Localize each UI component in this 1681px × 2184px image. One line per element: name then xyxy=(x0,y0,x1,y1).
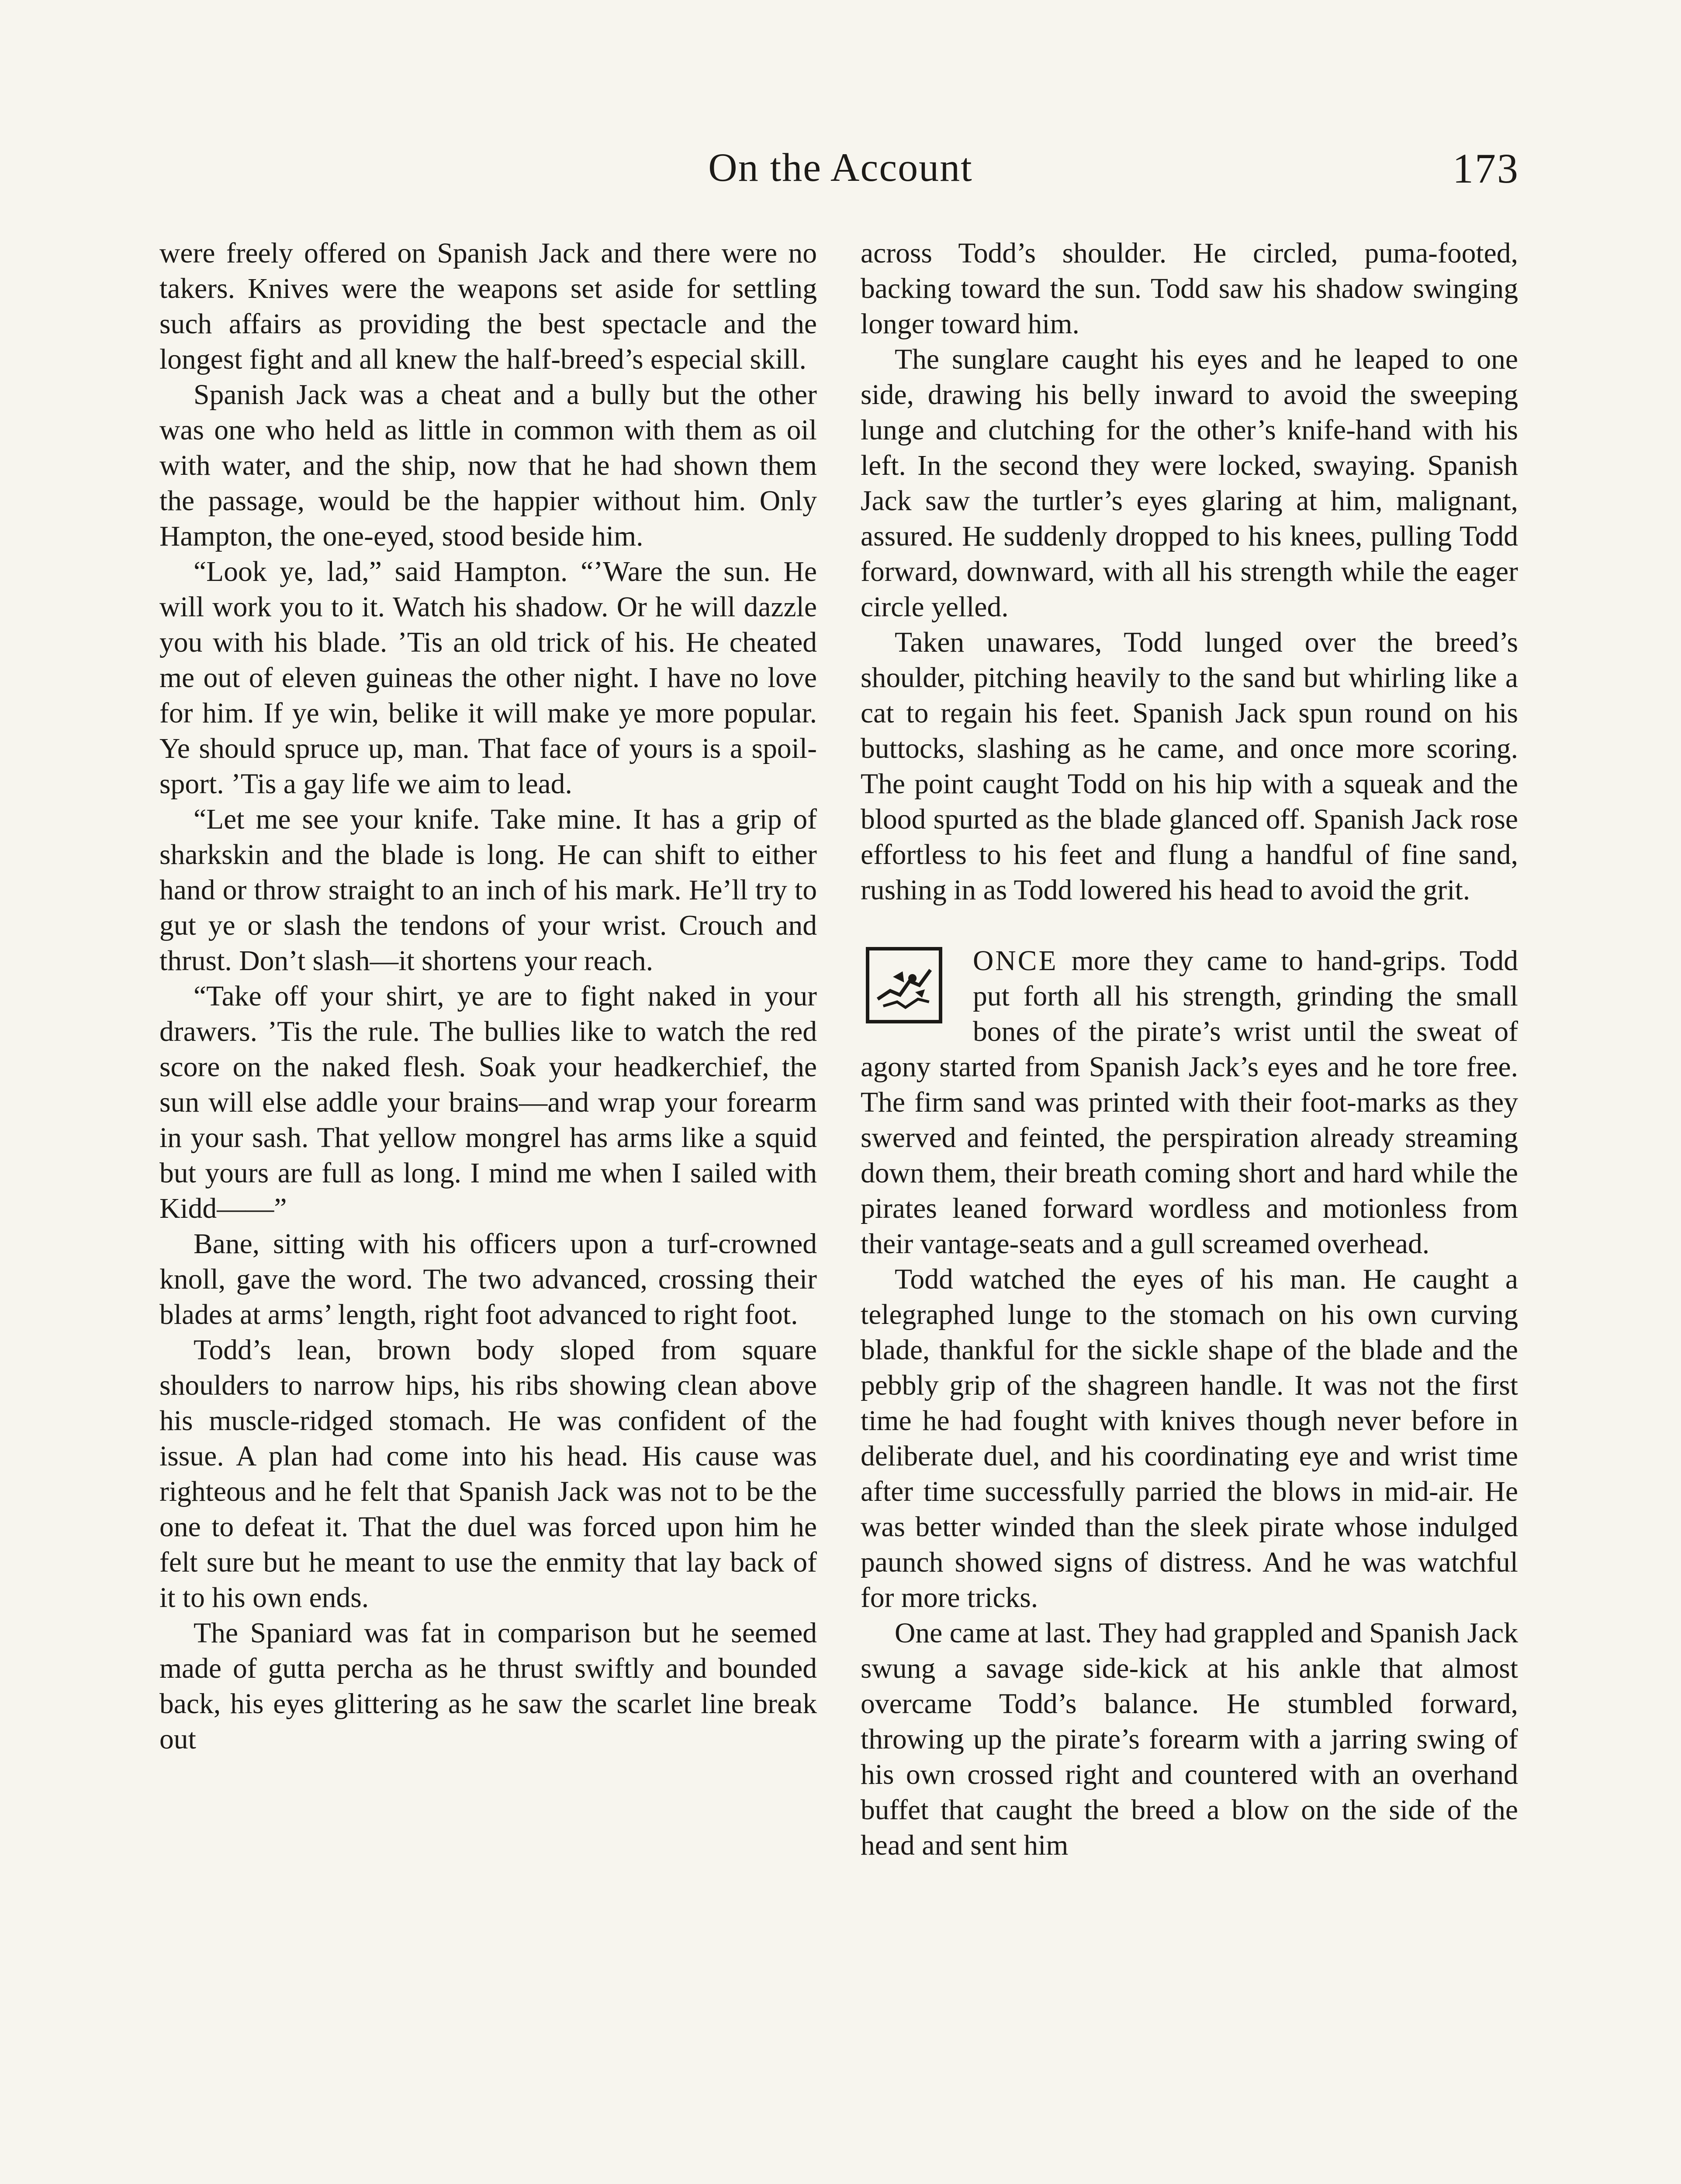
page-number: 173 xyxy=(1453,145,1519,192)
paragraph: One came at last. They had grappled and Spanish Jack swung a savage side-kick at his ankle that almost overcame Todd’s balance. He stumbled forward, throwing up the pirate’s forearm with a jarring swing of his own crossed right and countered with an overhand buffet that caught the breed a blow on the side of the head and sent him xyxy=(861,1617,1518,1861)
section-first-paragraph-text: more they came to hand-grips. Todd put forth all his strength, grinding the small bones of the pirate’s wrist until the sweat of agony started from Spanish Jack’s eyes and he tore free. The firm sand was printed with their foot-marks as they swerved and feinted, the perspiration already streaming down them, their breath coming short and hard while the pirates leaned forward wordless and motionless from their vantage-seats and a gull screamed overhead. xyxy=(861,945,1518,1260)
paragraph: “Let me see your knife. Take mine. It has a grip of sharkskin and the blade is long. He can shift to either hand or throw straight to an inch of his mark. He’ll try to gut ye or slash the tendons of your wrist. Crouch and thrust. Don’t slash—it shortens your reach. xyxy=(159,804,817,977)
paragraph: The Spaniard was fat in comparison but he seemed made of gutta percha as he thrust swiftly and bounded back, his eyes glittering as he saw the scarlet line break out xyxy=(159,1617,817,1755)
ornament-drawing xyxy=(869,950,939,1020)
paragraph: Spanish Jack was a cheat and a bully but the other was one who held as little in common with them as oil with water, and the ship, now that he had shown them the passage, would be the happier without him. Only Hampton, the one-eyed, stood beside him. xyxy=(159,379,817,552)
running-head xyxy=(0,144,1681,210)
section-opening-paragraph xyxy=(861,943,1518,1262)
paragraph: Taken unawares, Todd lunged over the breed’s shoulder, pitching heavily to the sand but whirling like a cat to regain his feet. Spanish Jack spun round on his buttocks, slashing as he came, and once more scoring. The point caught Todd on his hip with a squeak and the blood spurted as the blade glanced off. Spanish Jack rose effortless to his feet and flung a handful of fine sand, rushing in as Todd lowered his head to avoid the grit. xyxy=(861,627,1518,906)
paragraph: across Todd’s shoulder. He circled, puma-footed, backing toward the sun. Todd saw his shadow swinging longer toward him. xyxy=(861,238,1518,340)
paragraph: “Look ye, lad,” said Hampton. “’Ware the sun. He will work you to it. Watch his shadow. Or he will dazzle you with his blade. ’Tis an old trick of his. He cheated me out of eleven guineas the other night. I have no love for him. If ye win, belike it will make ye more popular. Ye should spruce up, man. That face of yours is a spoil-sport. ’Tis a gay life we aim to lead. xyxy=(159,556,817,800)
left-column xyxy=(159,236,817,1757)
running-title: On the Account xyxy=(708,145,973,190)
paragraph: The sunglare caught his eyes and he leaped to one side, drawing his belly inward to avoid the sweeping lunge and clutching for the other’s knife-hand with his left. In the second they were locked, swaying. Spanish Jack saw the turtler’s eyes glaring at him, malignant, assured. He suddenly dropped to his knees, pulling Todd forward, downward, with all his strength while the eager circle yelled. xyxy=(861,344,1518,623)
paragraph: were freely offered on Spanish Jack and there were no takers. Knives were the weapons set aside for settling such affairs as providing the best spectacle and the longest fight and all knew the half-breed’s especial skill. xyxy=(159,238,817,375)
paragraph: Todd’s lean, brown body sloped from square shoulders to narrow hips, his ribs showing clean above his muscle-ridged stomach. He was confident of the issue. A plan had come into his head. His cause was righteous and he felt that Spanish Jack was not to be the one to defeat it. That the duel was forced upon him he felt sure but he meant to use the enmity that lay back of it to his own ends. xyxy=(159,1334,817,1614)
paragraph: Bane, sitting with his officers upon a turf-crowned knoll, gave the word. The two advanced, crossing their blades at arms’ length, right foot advanced to right foot. xyxy=(159,1228,817,1330)
decorative-ornament-icon xyxy=(866,947,942,1023)
right-column xyxy=(861,236,1518,1863)
paragraph: “Take off your shirt, ye are to fight naked in your drawers. ’Tis the rule. The bullies like to watch the red score on the naked flesh. Soak your headkerchief, the sun will else addle your brains—and wrap your forearm in your sash. That yellow mongrel has arms like a squid but yours are full as long. I mind me when I sailed with Kidd——” xyxy=(159,981,817,1224)
paragraph: Todd watched the eyes of his man. He caught a telegraphed lunge to the stomach on his own curving blade, thankful for the sickle shape of the blade and the pebbly grip of the shagreen handle. It was not the first time he had fought with knives though never before in deliberate duel, and his coordinating eye and wrist time after time successfully parried the blows in mid-air. He was better winded than the sleek pirate whose indulged paunch showed signs of distress. And he was watchful for more tricks. xyxy=(861,1264,1518,1614)
lead-word: ONCE xyxy=(973,945,1058,977)
section-break xyxy=(861,943,1518,1863)
